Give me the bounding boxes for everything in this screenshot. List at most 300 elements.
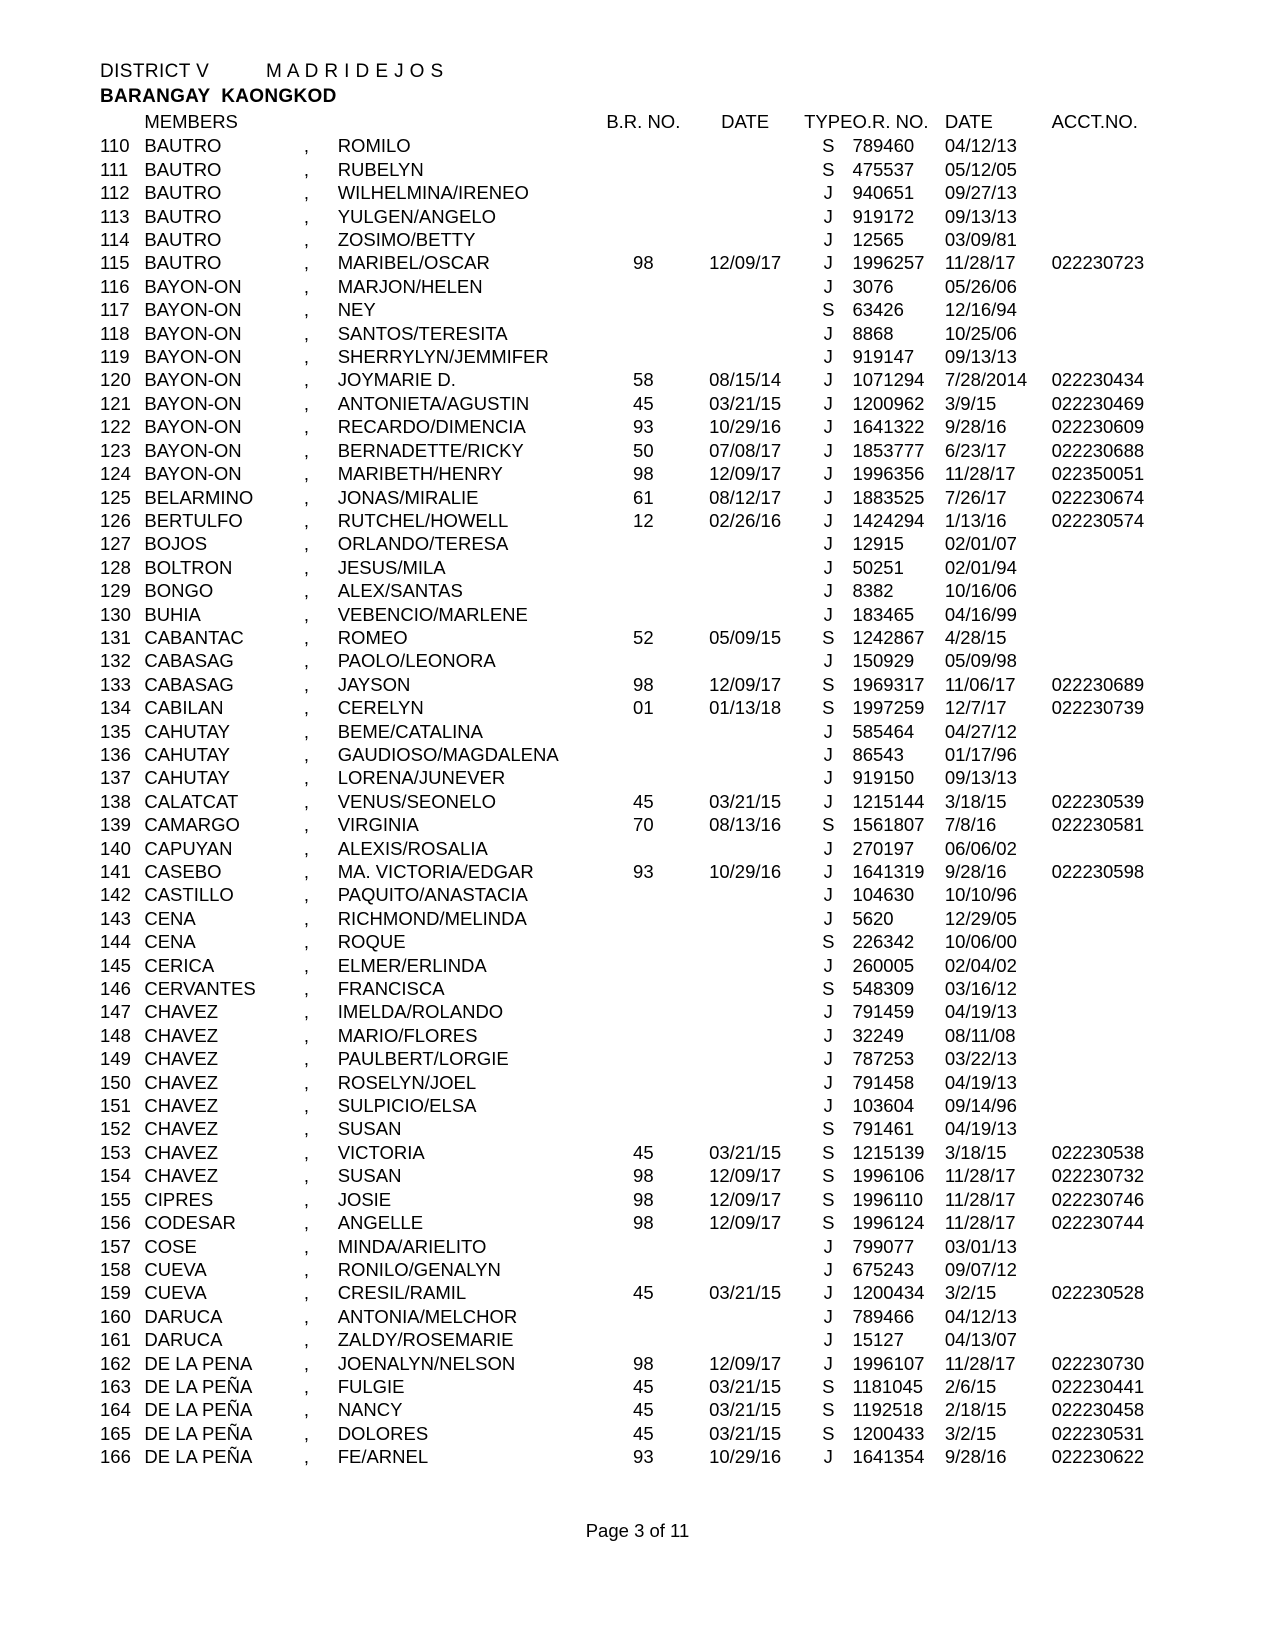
row-number: 164 — [100, 1399, 131, 1421]
table-row — [100, 1164, 1175, 1187]
row-type: S — [822, 135, 835, 157]
row-firstname: SUSAN — [337, 1165, 402, 1187]
table-row — [100, 930, 1175, 953]
row-or-date: 9/28/16 — [944, 416, 1007, 438]
row-acct-no — [1052, 1235, 1175, 1258]
row-lastname: CERICA — [144, 954, 215, 976]
row-lastname: CODESAR — [144, 1212, 236, 1234]
row-br-no: 93 — [633, 1446, 654, 1468]
table-row — [100, 673, 1175, 696]
row-comma: , — [303, 1141, 310, 1163]
row-acct-no — [1052, 579, 1175, 602]
table-row — [100, 486, 1175, 509]
row-br-no — [601, 837, 687, 860]
row-or-no: 789460 — [852, 135, 915, 157]
row-firstname: JESUS/MILA — [337, 556, 446, 578]
row-acct-no: 022230609 — [1051, 416, 1145, 438]
row-date — [686, 1094, 804, 1117]
row-br-no: 45 — [633, 1141, 654, 1163]
row-number: 113 — [100, 205, 130, 227]
row-br-no: 98 — [633, 463, 654, 485]
row-date — [686, 720, 804, 743]
row-acct-no: 022350051 — [1051, 463, 1145, 485]
row-comma: , — [303, 275, 310, 297]
row-or-no: 150929 — [852, 650, 915, 672]
row-lastname: BAUTRO — [144, 158, 222, 180]
row-number: 156 — [100, 1212, 131, 1234]
row-date — [686, 158, 804, 181]
row-or-no: 791461 — [852, 1118, 915, 1140]
row-firstname: JOYMARIE D. — [337, 369, 456, 391]
row-lastname: BAUTRO — [144, 229, 222, 251]
row-acct-no — [1052, 720, 1175, 743]
row-lastname: CABANTAC — [144, 626, 244, 648]
row-type: S — [822, 978, 835, 1000]
row-or-date: 11/28/17 — [944, 1212, 1016, 1234]
table-row — [100, 1258, 1175, 1281]
row-or-date: 2/18/15 — [944, 1399, 1007, 1421]
row-or-date: 04/12/13 — [944, 135, 1017, 157]
table-row — [100, 439, 1175, 462]
row-acct-no — [1052, 1305, 1175, 1328]
row-firstname: ROMILO — [337, 135, 411, 157]
row-type: J — [823, 346, 833, 368]
row-br-no — [601, 603, 687, 626]
row-date — [686, 556, 804, 579]
row-firstname: CERELYN — [337, 697, 424, 719]
column-header-type: TYPE — [804, 111, 853, 132]
row-lastname: DE LA PEÑA — [144, 1399, 253, 1421]
row-or-no: 3076 — [852, 275, 894, 297]
row-br-no — [601, 1094, 687, 1117]
row-lastname: CENA — [144, 931, 196, 953]
row-type: J — [823, 1048, 833, 1070]
row-or-no: 675243 — [852, 1258, 915, 1280]
row-type: J — [823, 486, 833, 508]
row-lastname: CAMARGO — [144, 814, 240, 836]
row-lastname: CALATCAT — [144, 790, 239, 812]
row-number: 148 — [100, 1024, 131, 1046]
row-lastname: CHAVEZ — [144, 1165, 219, 1187]
table-row — [100, 1188, 1175, 1211]
row-br-no: 98 — [633, 673, 654, 695]
row-acct-no: 022230723 — [1051, 252, 1145, 274]
row-number: 135 — [100, 720, 131, 742]
table-row — [100, 813, 1175, 836]
row-comma: , — [303, 1446, 310, 1468]
row-type: S — [822, 299, 835, 321]
row-acct-no — [1052, 1328, 1175, 1351]
table-row — [100, 368, 1175, 391]
row-type: S — [822, 814, 835, 836]
row-type: S — [822, 697, 835, 719]
row-date — [686, 1305, 804, 1328]
row-or-date: 6/23/17 — [944, 439, 1007, 461]
row-type: J — [823, 1305, 833, 1327]
row-firstname: VIRGINIA — [337, 814, 419, 836]
row-comma: , — [303, 369, 310, 391]
row-lastname: CAHUTAY — [144, 720, 231, 742]
row-comma: , — [303, 392, 310, 414]
row-or-no: 1242867 — [852, 626, 925, 648]
row-br-no — [601, 556, 687, 579]
row-comma: , — [303, 346, 310, 368]
row-or-date: 02/01/94 — [944, 556, 1017, 578]
row-type: J — [823, 369, 833, 391]
row-comma: , — [303, 158, 310, 180]
row-date: 12/09/17 — [709, 1212, 782, 1234]
table-row — [100, 322, 1175, 345]
row-comma: , — [303, 603, 310, 625]
row-lastname: CUEVA — [144, 1282, 207, 1304]
row-date: 12/09/17 — [709, 252, 782, 274]
row-number: 117 — [100, 299, 130, 321]
row-date: 10/29/16 — [709, 861, 782, 882]
row-type: J — [823, 439, 833, 461]
row-type: S — [822, 158, 835, 180]
row-firstname: BEME/CATALINA — [337, 720, 483, 742]
row-comma: , — [303, 580, 310, 602]
row-firstname: ORLANDO/TERESA — [337, 533, 509, 555]
row-or-no: 63426 — [852, 299, 904, 321]
row-or-date: 04/16/99 — [944, 603, 1017, 625]
row-number: 158 — [100, 1258, 131, 1280]
row-type: S — [822, 1212, 835, 1234]
row-date — [686, 205, 804, 228]
row-lastname: DE LA PENA — [144, 1352, 253, 1374]
row-firstname: RONILO/GENALYN — [337, 1258, 501, 1280]
table-row — [100, 228, 1175, 251]
row-or-date: 03/16/12 — [944, 978, 1017, 1000]
row-firstname: ROQUE — [337, 931, 406, 953]
row-number: 151 — [100, 1095, 131, 1117]
row-date: 03/21/15 — [709, 1282, 782, 1304]
row-number: 110 — [100, 135, 130, 157]
row-number: 130 — [100, 603, 131, 625]
table-row — [100, 1328, 1175, 1351]
row-or-no: 1641354 — [852, 1446, 925, 1468]
row-acct-no: 022230622 — [1051, 1446, 1145, 1468]
row-acct-no: 022230538 — [1051, 1141, 1145, 1163]
row-date — [686, 228, 804, 251]
row-comma: , — [303, 790, 310, 812]
row-br-no — [601, 205, 687, 228]
row-firstname: NANCY — [337, 1399, 403, 1421]
row-acct-no — [1052, 205, 1175, 228]
row-br-no — [601, 134, 687, 157]
row-firstname: GAUDIOSO/MAGDALENA — [337, 743, 559, 765]
row-number: 159 — [100, 1282, 131, 1304]
row-comma: , — [303, 322, 310, 344]
row-or-date: 04/19/13 — [944, 1001, 1017, 1023]
row-type: J — [823, 603, 833, 625]
row-number: 126 — [100, 509, 131, 531]
row-lastname: CASEBO — [144, 861, 222, 882]
row-type: S — [822, 931, 835, 953]
row-firstname: ANGELLE — [337, 1212, 424, 1234]
row-type: J — [823, 1352, 833, 1374]
table-row — [100, 1071, 1175, 1094]
row-type: J — [823, 1095, 833, 1117]
column-header-no — [100, 110, 144, 134]
row-type: J — [823, 322, 833, 344]
table-row — [100, 649, 1175, 672]
row-date: 10/29/16 — [709, 1446, 782, 1468]
row-date: 03/21/15 — [709, 1399, 782, 1421]
table-header — [100, 110, 1175, 134]
row-or-no: 1200962 — [852, 392, 925, 414]
row-lastname: BAYON-ON — [144, 392, 242, 414]
row-date — [686, 134, 804, 157]
table-row — [100, 860, 1175, 883]
row-acct-no — [1052, 603, 1175, 626]
row-acct-no — [1052, 298, 1175, 321]
row-comma: , — [303, 299, 310, 321]
row-date: 03/21/15 — [709, 1141, 782, 1163]
row-firstname: MARIO/FLORES — [337, 1024, 478, 1046]
row-acct-no: 022230574 — [1051, 509, 1145, 531]
column-header-date: DATE — [721, 111, 770, 132]
row-comma: , — [303, 954, 310, 976]
row-acct-no — [1052, 930, 1175, 953]
row-comma: , — [303, 1399, 310, 1421]
row-acct-no: 022230746 — [1051, 1188, 1145, 1210]
row-br-no: 50 — [633, 439, 654, 461]
row-lastname: BAYON-ON — [144, 299, 242, 321]
table-row — [100, 1024, 1175, 1047]
row-date: 07/08/17 — [709, 439, 782, 461]
row-or-date: 10/06/00 — [944, 931, 1017, 953]
row-acct-no: 022230581 — [1051, 814, 1145, 836]
row-or-date: 3/9/15 — [944, 392, 997, 414]
row-lastname: BUHIA — [144, 603, 201, 625]
row-br-no — [601, 579, 687, 602]
row-br-no — [601, 298, 687, 321]
table-row — [100, 462, 1175, 485]
row-or-no: 1215139 — [852, 1141, 925, 1163]
row-date: 12/09/17 — [709, 673, 782, 695]
row-or-date: 02/01/07 — [944, 533, 1017, 555]
row-number: 140 — [100, 837, 131, 859]
row-date — [686, 907, 804, 930]
row-date — [686, 930, 804, 953]
row-lastname: BOLTRON — [144, 556, 233, 578]
row-comma: , — [303, 884, 310, 906]
table-row — [100, 158, 1175, 181]
row-comma: , — [303, 463, 310, 485]
row-acct-no — [1052, 228, 1175, 251]
row-comma: , — [303, 1212, 310, 1234]
row-comma: , — [303, 626, 310, 648]
row-comma: , — [303, 205, 310, 227]
row-number: 127 — [100, 533, 131, 555]
row-firstname: VICTORIA — [337, 1141, 425, 1163]
table-row — [100, 251, 1175, 274]
table-row — [100, 977, 1175, 1000]
column-header-comma — [304, 110, 338, 134]
row-acct-no — [1052, 1047, 1175, 1070]
row-lastname: DARUCA — [144, 1305, 223, 1327]
table-row — [100, 766, 1175, 789]
row-number: 139 — [100, 814, 131, 836]
row-acct-no — [1052, 766, 1175, 789]
row-or-no: 799077 — [852, 1235, 915, 1257]
row-comma: , — [303, 182, 310, 204]
row-or-date: 2/6/15 — [944, 1375, 997, 1397]
row-or-no: 1424294 — [852, 509, 925, 531]
row-acct-no — [1052, 883, 1175, 906]
row-comma: , — [303, 1071, 310, 1093]
row-date — [686, 532, 804, 555]
row-date — [686, 579, 804, 602]
row-lastname: BAUTRO — [144, 182, 222, 204]
row-type: J — [823, 509, 833, 531]
table-row — [100, 1000, 1175, 1023]
row-date — [686, 1024, 804, 1047]
table-row — [100, 743, 1175, 766]
row-br-no — [601, 158, 687, 181]
row-br-no: 98 — [633, 252, 654, 274]
row-acct-no: 022230732 — [1051, 1165, 1145, 1187]
row-date — [686, 977, 804, 1000]
row-type: J — [823, 720, 833, 742]
row-lastname: BAUTRO — [144, 205, 222, 227]
row-firstname: ROMEO — [337, 626, 408, 648]
row-lastname: BAYON-ON — [144, 322, 242, 344]
row-lastname: BAUTRO — [144, 252, 222, 274]
row-firstname: RICHMOND/MELINDA — [337, 907, 527, 929]
row-or-date: 10/10/96 — [944, 884, 1017, 906]
row-lastname: DE LA PEÑA — [144, 1422, 253, 1444]
row-comma: , — [303, 907, 310, 929]
row-type: S — [822, 1188, 835, 1210]
row-acct-no — [1052, 977, 1175, 1000]
row-date — [686, 275, 804, 298]
row-comma: , — [303, 1375, 310, 1397]
row-br-no: 45 — [633, 1282, 654, 1304]
row-lastname: CHAVEZ — [144, 1071, 219, 1093]
row-or-date: 02/04/02 — [944, 954, 1017, 976]
row-comma: , — [303, 533, 310, 555]
row-number: 120 — [100, 369, 131, 391]
table-row — [100, 1398, 1175, 1421]
row-br-no — [601, 977, 687, 1000]
row-comma: , — [303, 673, 310, 695]
row-acct-no — [1052, 649, 1175, 672]
row-acct-no — [1052, 345, 1175, 368]
row-or-no: 1883525 — [852, 486, 925, 508]
row-or-date: 09/07/12 — [944, 1258, 1017, 1280]
row-or-date: 3/18/15 — [944, 1141, 1007, 1163]
row-br-no — [601, 883, 687, 906]
row-date: 08/13/16 — [709, 814, 782, 836]
column-header-firstname — [338, 110, 601, 134]
table-header-row — [100, 110, 1175, 134]
row-or-no: 1200433 — [852, 1422, 925, 1444]
row-date — [686, 649, 804, 672]
row-br-no — [601, 1328, 687, 1351]
row-firstname: MARIBETH/HENRY — [337, 463, 503, 485]
row-number: 125 — [100, 486, 131, 508]
row-lastname: CAPUYAN — [144, 837, 233, 859]
row-br-no — [601, 1305, 687, 1328]
row-number: 124 — [100, 463, 131, 485]
table-row — [100, 275, 1175, 298]
row-number: 163 — [100, 1375, 131, 1397]
row-comma: , — [303, 861, 310, 882]
row-date: 10/29/16 — [709, 416, 782, 438]
row-type: J — [823, 229, 833, 251]
row-or-date: 12/16/94 — [944, 299, 1017, 321]
row-comma: , — [303, 767, 310, 789]
row-or-no: 1996107 — [852, 1352, 925, 1374]
row-acct-no: 022230674 — [1051, 486, 1145, 508]
table-row — [100, 509, 1175, 532]
row-firstname: RUBELYN — [337, 158, 424, 180]
row-lastname: CHAVEZ — [144, 1048, 219, 1070]
row-comma: , — [303, 978, 310, 1000]
table-row — [100, 1281, 1175, 1304]
row-comma: , — [303, 697, 310, 719]
row-date: 05/09/15 — [709, 626, 782, 648]
row-lastname: BERTULFO — [144, 509, 243, 531]
row-date: 03/21/15 — [709, 790, 782, 812]
row-or-no: 15127 — [852, 1329, 904, 1351]
row-number: 160 — [100, 1305, 131, 1327]
row-firstname: WILHELMINA/IRENEO — [337, 182, 529, 204]
row-or-no: 5620 — [852, 907, 894, 929]
table-row — [100, 696, 1175, 719]
row-or-date: 09/13/13 — [944, 767, 1017, 789]
table-row — [100, 345, 1175, 368]
row-br-no — [601, 1047, 687, 1070]
row-lastname: CHAVEZ — [144, 1118, 219, 1140]
row-number: 122 — [100, 416, 131, 438]
row-or-no: 791459 — [852, 1001, 915, 1023]
row-lastname: DE LA PEÑA — [144, 1446, 253, 1468]
row-firstname: YULGEN/ANGELO — [337, 205, 497, 227]
row-comma: , — [303, 814, 310, 836]
row-lastname: CAHUTAY — [144, 767, 231, 789]
row-date — [686, 1328, 804, 1351]
row-or-no: 1071294 — [852, 369, 925, 391]
table-row — [100, 837, 1175, 860]
row-type: J — [823, 1446, 833, 1468]
district-heading: DISTRICT V M A D R I D E J O S — [100, 61, 444, 82]
row-firstname: JAYSON — [337, 673, 411, 695]
row-firstname: RUTCHEL/HOWELL — [337, 509, 509, 531]
row-or-no: 919147 — [852, 346, 915, 368]
row-acct-no — [1052, 1000, 1175, 1023]
row-type: J — [823, 1024, 833, 1046]
table-row — [100, 181, 1175, 204]
row-comma: , — [303, 1305, 310, 1327]
row-firstname: PAULBERT/LORGIE — [337, 1048, 509, 1070]
row-or-date: 06/06/02 — [944, 837, 1017, 859]
row-or-date: 08/11/08 — [944, 1024, 1016, 1046]
row-date: 08/15/14 — [709, 369, 782, 391]
row-number: 149 — [100, 1048, 131, 1070]
table-row — [100, 1047, 1175, 1070]
row-br-no — [601, 1235, 687, 1258]
row-br-no: 93 — [633, 416, 654, 438]
row-number: 133 — [100, 673, 131, 695]
row-firstname: MARIBEL/OSCAR — [337, 252, 490, 274]
row-br-no: 12 — [633, 509, 654, 531]
row-type: J — [823, 463, 833, 485]
row-acct-no — [1052, 275, 1175, 298]
row-date — [686, 954, 804, 977]
